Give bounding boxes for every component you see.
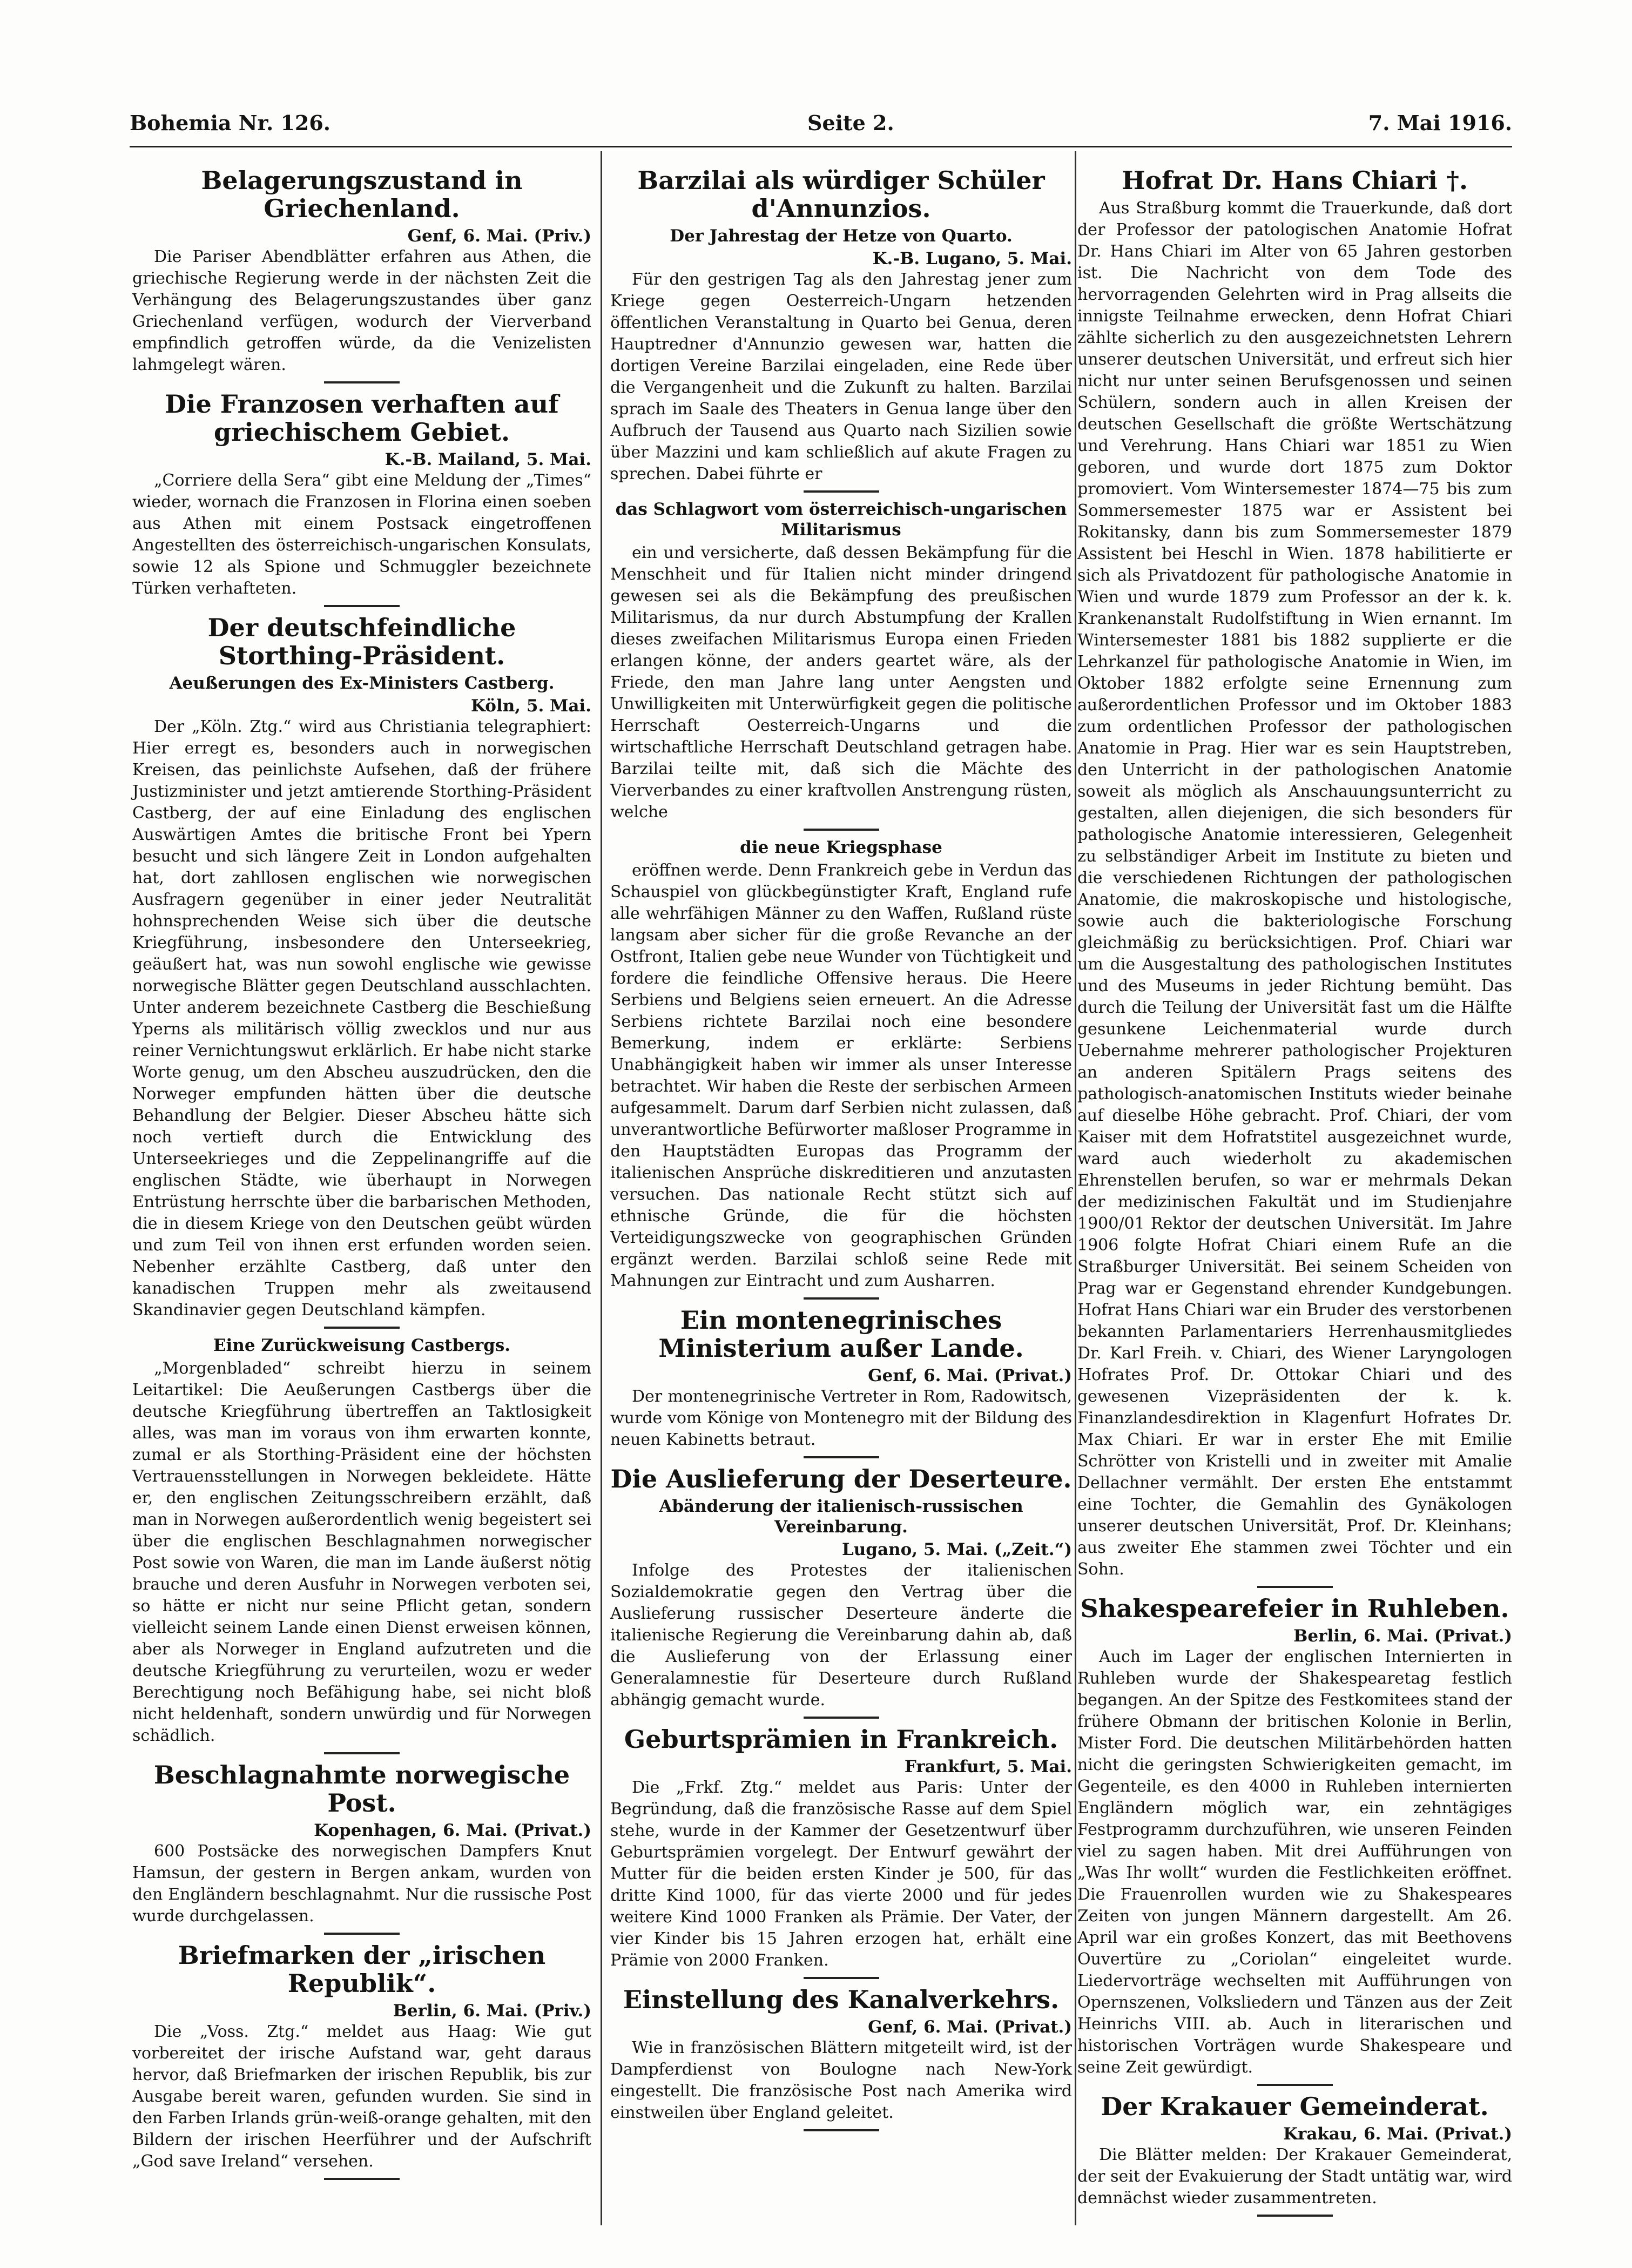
article-separator [324,1752,400,1754]
article-separator [1257,1586,1333,1588]
article-separator [324,605,400,607]
article-separator [1257,2084,1333,2086]
article-separator [324,1933,400,1935]
article-headline: Die Franzosen verhaften auf griechischem Gebiet. [165,389,559,447]
article-body: ein und versicherte, daß dessen Bekämpfung für die Menschheit und für Italien nicht minder dringend gewesen sei als die Bekämpfung des preußischen Militarismus, da nur durch Abstumpfung der Krallen dieses zweifachen Militarismus Europa einen Frieden erlangen könne, der anders geartet wäre, als der Friede, den man Jahre lang unter Aengsten und Unwilligkeiten mit Unterwürfigkeit gegen die politische Herrschaft Oesterreich-Ungarns und die wirtschaftliche Herrschaft Deutschland getragen habe. Barzilai teilte mit, daß sich die Mächte des Vierverbandes zu einer kraftvollen Anstrengung rüsten, welche [610,543,1072,822]
article-headline: Der deutschfeindliche Storthing-Präsident. [207,613,516,670]
article [610,1306,1072,1458]
article-body: „Morgenbladed“ schreibt hierzu in seinem Leitartikel: Die Aeußerungen Castbergs über die deutsche Kriegführung übertreffen an Taktlosigkeit alles, was man im voraus von ihm erwarten konnte, zumal er als Storthing-Präsident eine der höchsten Vertrauensstellungen in Norwegen bekleidete. Hätte er, den englischen Zeitungsschreibern erzählt, daß man in Norwegen außerordentlich wenig begeistert sei über die englischen Beschlagnahmen norwegischer Post sowie von Waren, die man im Lande äußerst nötig brauche und deren Ausfuhr in Norwegen verboten sei, so hätte er nicht nur seine Pflicht getan, sondern vielleicht seinem Lande einen Dienst erweisen können, aber als Norweger in England aufzutreten und die deutsche Kriegführung zu verurteilen, wozu er weder Berechtigung noch Befähigung habe, sei nicht bloß nicht heldenhaft, sondern unwürdig und für Norwegen schädlich. [132,1359,591,1745]
article-dateline: Berlin, 6. Mai. (Priv.) [393,2001,591,2021]
article-body: Infolge des Protestes der italienischen Sozialdemokratie gegen den Vertrag über die Auslieferung russischer Deserteure änderte die italienische Regierung die Vereinbarung dahin ab, daß die Auslieferung von der Erlassung einer Generalamnestie für Deserteure durch Rußland abhängig gemacht wurde. [610,1561,1072,1710]
article-dateline: Kopenhagen, 6. Mai. (Privat.) [314,1821,591,1840]
article-headline: Die Auslieferung der Deserteure. [610,1464,1072,1493]
article-subheading: das Schlagwort vom österreichisch-ungarischen Militarismus [615,500,1067,540]
article-separator [1257,2215,1333,2217]
column-3 [1077,162,1512,2215]
article-headline: Beschlagnahmte norwegische Post. [153,1760,570,1818]
article [132,1761,591,1935]
article-body: Die „Frkf. Ztg.“ meldet aus Paris: Unter der Begründung, daß die französische Rasse auf dem Spiel stehe, wurde in der Kammer der Gesetzentwurf über Geburtsprämien vorgelegt. Der Entwurf gewährt der Mutter für die beiden ersten Kinder je 500, für das dritte Kind 1000, für das vierte 2000 und für jedes weitere Kind 1000 Franken als Prämie. Der Vater, der vier Kinder bis 15 Jahren erzogen hat, erhält eine Prämie von 2000 Franken. [610,1778,1072,1970]
article-separator [804,1297,879,1300]
article-body: Die „Voss. Ztg.“ meldet aus Haag: Wie gut vorbereitet der irische Aufstand war, geht daraus hervor, daß Briefmarken der irischen Republik, bis zur Ausgabe bereit waren, gefunden wurden. Sie sind in den Farben Irlands grün-weiß-orange gehalten, mit den Bildern der irischen Heerführer und der Aufschrift „God save Ireland“ versehen. [132,2022,591,2171]
article [610,1986,1072,2131]
article-separator [804,1717,879,1719]
article-headline: Hofrat Dr. Hans Chiari †. [1122,166,1468,195]
column-2 [610,162,1072,2122]
article-dateline: Genf, 6. Mai. (Priv.) [407,226,591,246]
article-headline: Shakespearefeier in Ruhleben. [1080,1594,1509,1623]
article-headline: Der Krakauer Gemeinderat. [1101,2092,1489,2121]
article-body: eröffnen werde. Denn Frankreich gebe in Verdun das Schauspiel von glückbegünstigter Kraft, England rufe alle wehrfähigen Männer zu den Waffen, Rußland rüste langsam aber sicher für die große Revanche an der Ostfront, Italien gebe neue Wunder von Tüchtigkeit und fordere die feindliche Offensive heraus. Die Heere Serbiens und Belgiens seien erneuert. An die Adresse Serbiens richtete Barzilai noch eine besondere Bemerkung, indem er erklärte: Serbiens Unabhängigkeit haben wir immer als unser Interesse betrachtet. Wir haben die Reste der serbischen Armeen aufgesammelt. Darum darf Serbien nicht zulassen, daß unverantwortliche Befürworter maßloser Programme in den Hauptstädten Europas das Programm der italienischen Ansprüche diskreditieren und anzutasten versuchen. Das nationale Recht stützt sich auf ethnische Gründe, die für die höchsten Verteidigungszwecke von geographischen Gründen ergänzt werden. Barzilai schloß seine Rede mit Mahnungen zur Eintracht und zum Ausharren. [610,861,1072,1290]
column-divider [601,151,602,2225]
article-separator [804,829,879,831]
article-dateline: Lugano, 5. Mai. („Zeit.“) [841,1540,1072,1559]
article [132,390,591,607]
article-subheading: Der Jahrestag der Hetze von Quarto. [670,226,1013,246]
article-separator [804,2129,879,2131]
article-body: „Corriere della Sera“ gibt eine Meldung der „Times“ wieder, wornach die Franzosen in Florina einen soeben aus Athen mit einem Postsack eingetroffenen Angestellten des österreichisch-ungarischen Konsulats, sowie 12 als Spione und Schmuggler bezeichnete Türken verhafteten. [132,471,591,598]
article-headline: Ein montenegrinisches Ministerium außer Lande. [658,1305,1024,1363]
article-subheading: Abänderung der italienisch-russischen Vereinbarung. [659,1497,1023,1537]
article-body: Für den gestrigen Tag als den Jahrestag jener zum Kriege gegen Oesterreich-Ungarn hetzenden öffentlichen Veranstaltung in Quarto bei Genua, deren Hauptredner d'Annunzio gewesen war, hatten die dortigen Vereine Barzilai eingeladen, eine Rede über die Vergangenheit und die Zukunft zu halten. Barzilai sprach im Saale des Theaters in Genua lange über den Aufbruch der Tausend aus Quarto nach Sizilien sowie über Mazzini und kam schließlich auf akute Fragen zu sprechen. Dabei führte er [610,270,1072,483]
article-separator [324,2178,400,2180]
article [610,837,1072,1300]
article-body: Auch im Lager der englischen Internierten in Ruhleben wurde der Shakespearetag festlich begangen. An der Spitze des Festkomitees stand der frühere Obmann der britischen Kolonie in Berlin, Mister Ford. Die deutschen Militärbehörden hatten nicht die geringsten Schwierigkeiten gemacht, im Gegenteile, es den 4000 in Ruhleben internierten Engländern möglich war, ein zehntägiges Festprogramm durchzuführen, wie unseren Feinden viel zu sagen haben. Mit drei Aufführungen von „Was Ihr wollt“ wurden die Festlichkeiten eröffnet. Die Frauenrollen wurden wie zu Shakespeares Zeiten von jungen Männern dargestellt. Am 26. April war ein großes Konzert, das mit Beethovens Ouvertüre zu „Coriolan“ eingeleitet wurde. Liedervorträge wechselten mit Aufführungen von Opernszenen, Volksliedern und Tänzen aus der Zeit Heinrichs VIII. ab. Auch in literarischen und historischen Vorträgen wurde Shakespeare und seine Zeit gewürdigt. [1077,1647,1512,2077]
article-body: Aus Straßburg kommt die Trauerkunde, daß dort der Professor der patologischen Anatomie Hofrat Dr. Hans Chiari im Alter von 65 Jahren gestorben ist. Die Nachricht von dem Tode des hervorragenden Gelehrten wird in Prag allseits die innigste Teilnahme erwecken, denn Hofrat Chiari zählte sicherlich zu den ausgezeichnetsten Lehrern unserer deutschen Universität, und erfreut sich hier nicht nur unter seinen Berufsgenossen und seinen Schülern, sondern auch in allen Kreisen der deutschen Gesellschaft die größte Wertschätzung und Verehrung. Hans Chiari war 1851 zu Wien geboren, und wurde dort 1875 zum Doktor promoviert. Vom Wintersemester 1874—75 bis zum Sommersemester 1875 war er Assistent bei Rokitansky, dann bis zum Sommersemester 1879 Assistent bei Heschl in Wien. 1878 habilitierte er sich als Privatdozent für pathologische Anatomie in Wien und wurde 1879 zum Professor an der k. k. Krankenanstalt Rudolfstiftung in Wien ernannt. Im Wintersemester 1881 bis 1882 supplierte er die Lehrkanzel für pathologische Anatomie in Wien, im Oktober 1882 erfolgte seine Ernennung zum außerordentlichen Professor und im Oktober 1883 zum ordentlichen Professor der pathologischen Anatomie in Prag. Hier war es sein Hauptstreben, den Unterricht in der pathologischen Anatomie soweit als möglich als Anschauungsunterricht zu gestalten, allen diejenigen, die sich besonders für pathologische Anatomie interessieren, Gelegenheit zu selbständiger Arbeit im Institute zu bieten und die verschiedenen Richtungen der pathologischen Anatomie, die makroskopische und histologische, sowie auch die bakteriologische Forschung gleichmäßig zu berücksichtigen. Prof. Chiari war um die Ausgestaltung des pathologischen Institutes und des Museums in jeder Richtung bemüht. Das durch die Teilung der Universität fast um die Hälfte gesunkene Leichenmaterial wurde durch Uebernahme mehrerer pathologischer Projekturen an anderen Spitälern Prags seitens des pathologisch-anatomischen Instituts wieder beinahe auf dieselbe Höhe gebracht. Prof. Chiari, der vom Kaiser mit dem Hofratstitel ausgezeichnet wurde, ward auch wiederholt zu akademischen Ehrenstellen berufen, so war er mehrmals Dekan der medizinischen Fakultät und im Studienjahre 1900/01 Rektor der deutschen Universität. Im Jahre 1906 folgte Hofrat Chiari einem Rufe an die Straßburger Universität. Bei seinem Scheiden von Prag war er Gegenstand ehrender Kundgebungen. Hofrat Hans Chiari war ein Bruder des verstorbenen bekannten Parlamentariers Herrenhausmitgliedes Dr. Karl Freih. v. Chiari, des Wiener Laryngologen Hofrates Prof. Dr. Ottokar Chiari und des gewesenen Vizepräsidenten der k. k. Finanzlandesdirektion in Klagenfurt Hofrates Dr. Max Chiari. Er war in erster Ehe mit Emilie Schrötter von Kristelli und in zweiter mit Amalie Dellachner vermählt. Der ersten Ehe entstammt eine Tochter, die Gemahlin des Gynäkologen unserer deutschen Universität, Prof. Dr. Kleinhans; aus zweiter Ehe stammen zwei Töchter und ein Sohn. [1077,199,1513,1579]
article-dateline: Genf, 6. Mai. (Privat.) [868,1366,1072,1385]
article-separator [804,490,879,493]
article-separator [804,1977,879,1979]
article-subheading: Aeußerungen des Ex-Ministers Castberg. [169,674,555,693]
article-separator [804,1456,879,1458]
article-dateline: Genf, 6. Mai. (Privat.) [868,2017,1072,2037]
article [610,1465,1072,1719]
header-rule [130,146,1512,147]
column-1 [132,162,591,2215]
article-headline: Briefmarken der „irischen Republik“. [178,1941,546,1998]
article-separator [324,1327,400,1329]
article [610,499,1072,831]
article-dateline: Frankfurt, 5. Mai. [904,1757,1072,1776]
article-separator [324,381,400,383]
article-dateline: Berlin, 6. Mai. (Privat.) [1293,1626,1512,1646]
article-headline: Barzilai als würdiger Schüler d'Annunzios. [637,166,1045,223]
article-body: Wie in französischen Blättern mitgeteilt wird, ist der Dampferdienst von Boulogne nach New-York eingestellt. Die französische Post nach Amerika wird einstweilen über England geleitet. [610,2038,1072,2122]
article-dateline: K.-B. Mailand, 5. Mai. [385,450,591,469]
article [610,1725,1072,1979]
article [1077,166,1512,1588]
article-headline: Einstellung des Kanalverkehrs. [623,1985,1060,2014]
article-dateline: K.-B. Lugano, 5. Mai. [872,249,1072,268]
header-issue: Bohemia Nr. 126. [130,111,331,135]
article [132,1941,591,2180]
article-subheading: Eine Zurückweisung Castbergs. [213,1336,511,1355]
page-header [130,111,1512,143]
article [1077,1594,1512,2086]
article-body: Der „Köln. Ztg.“ wird aus Christiania telegraphiert: Hier erregt es, besonders auch in norwegischen Kreisen, das peinlichste Aufsehen, daß der frühere Justizminister und jetzt amtierende Storthing-Präsident Castberg, der auf eine Einladung des englischen Auswärtigen Amtes die britische Front bei Ypern besucht und sich längere Zeit in London aufgehalten hat, dort zahllosen englischen wie norwegischen Ausfragern gegenüber in einer jeder Neutralität hohnsprechenden Weise sich über die deutsche Kriegführung, insbesondere den Unterseekrieg, geäußert hat, was nun sowohl englische wie gewisse norwegische Blätter gegen Deutschland ausschlachten. Unter anderem bezeichnete Castberg die Beschießung Yperns als militärisch völlig zwecklos und nur aus reiner Vernichtungswut erklärlich. Er habe nicht starke Worte genug, um den Abscheu auszudrücken, den die Norweger empfunden hätten über die deutsche Behandlung der Belgier. Dieser Abscheu hätte sich noch vertieft durch die Entwicklung des Unterseekrieges und die Zeppelinangriffe auf die englischen Städte, wie überhaupt in Norwegen Entrüstung herrschte über die barbarischen Methoden, die in diesem Kriege von den Deutschen geübt würden und zum Teil von ihnen erst erfunden worden seien. Nebenher erzählte Castberg, daß unter den kanadischen Truppen mehr als zweitausend Skandinavier gegen Deutschland kämpfen. [132,717,591,1320]
column-divider [1075,151,1076,2225]
article [1077,2092,1512,2217]
article [132,1335,591,1754]
header-date: 7. Mai 1916. [1368,111,1512,135]
article-headline: Geburtsprämien in Frankreich. [624,1725,1058,1754]
article-body: Der montenegrinische Vertreter in Rom, Radowitsch, wurde vom Könige von Montenegro mit der Bildung des neuen Kabinetts betraut. [610,1387,1072,1449]
article-headline: Belagerungszustand in Griechenland. [201,166,523,223]
article-subheading: die neue Kriegsphase [740,838,942,857]
article-body: Die Blätter melden: Der Krakauer Gemeinderat, der seit der Evakuierung der Stadt untätig war, wird demnächst wieder zusammentreten. [1077,2145,1512,2208]
header-page-number: Seite 2. [807,111,894,135]
article [610,166,1072,493]
article-dateline: Köln, 5. Mai. [471,696,591,716]
article-dateline: Krakau, 6. Mai. (Privat.) [1283,2124,1512,2144]
article-body: Die Pariser Abendblätter erfahren aus Athen, die griechische Regierung werde in der nächsten Zeit die Verhängung des Belagerungszustandes über ganz Griechenland verfügen, wodurch der Vierverband empfindlich getroffen würde, da die Venizelisten lahmgelegt wären. [132,247,591,374]
article [132,166,591,383]
article-body: 600 Postsäcke des norwegischen Dampfers Knut Hamsun, der gestern in Bergen ankam, wurden von den Engländern beschlagnahmt. Nur die russische Post wurde durchgelassen. [132,1842,591,1926]
article [132,614,591,1329]
